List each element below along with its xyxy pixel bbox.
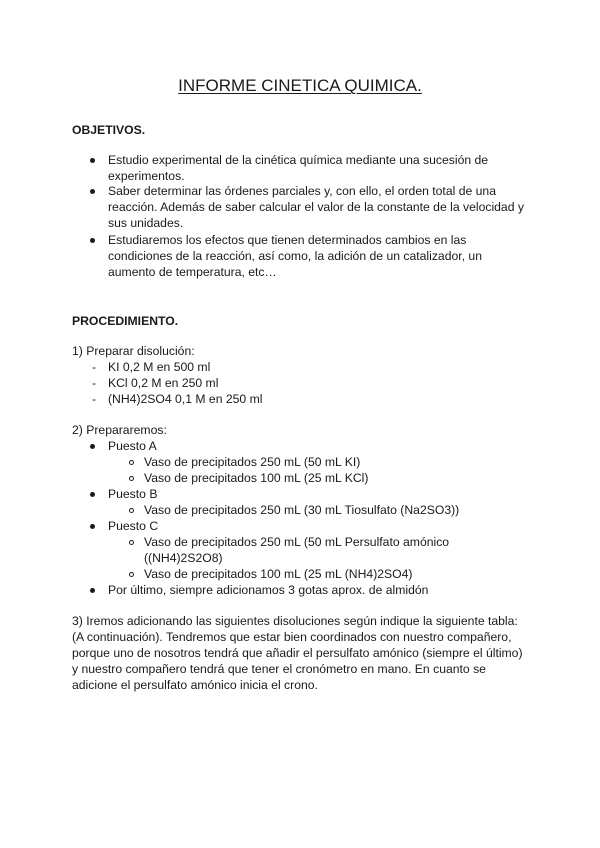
paragraph-line: 3) Iremos adicionando las siguientes disoluciones según indique la siguiente tabla: xyxy=(72,614,518,628)
step-3-paragraph xyxy=(72,613,532,693)
paragraph-line: (A continuación). Tendremos que estar bien coordinados con nuestro compañero, xyxy=(72,630,512,644)
paragraph-line: y nuestro compañero tendrá que tener el cronómetro en mano. En cuanto se xyxy=(72,662,486,676)
objetivos-heading: OBJETIVOS. xyxy=(72,123,146,137)
list-item: experimentos. xyxy=(108,169,185,183)
list-item: ((NH4)2S2O8) xyxy=(144,551,223,565)
list-item: Vaso de precipitados 250 mL (50 mL Persulfato amónico xyxy=(144,535,450,549)
circle-bullet-icon xyxy=(129,460,134,465)
circle-bullet-icon xyxy=(129,476,134,481)
dash-icon: - xyxy=(92,360,97,374)
page-title: INFORME CINETICA QUIMICA. xyxy=(178,76,422,95)
list-item: Por último, siempre adicionamos 3 gotas aprox. de almidón xyxy=(108,583,429,597)
bullet-icon xyxy=(90,524,95,529)
step-2-label: 2) Prepararemos: xyxy=(72,423,167,437)
procedimiento-heading: PROCEDIMIENTO. xyxy=(72,314,179,328)
list-item: KCl 0,2 M en 250 ml xyxy=(108,376,219,390)
list-item: Saber determinar las órdenes parciales y, con ello, el orden total de una xyxy=(108,184,496,198)
list-item: reacción. Además de saber calcular el valor de la constante de la velocidad y xyxy=(108,200,524,214)
list-item: Vaso de precipitados 100 mL (25 mL KCl) xyxy=(144,471,369,485)
bullet-icon xyxy=(90,588,95,593)
step-1-label: 1) Preparar disolución: xyxy=(72,344,195,358)
puesto-a-label: Puesto A xyxy=(108,439,157,453)
list-item: KI 0,2 M en 500 ml xyxy=(108,360,211,374)
bullet-icon xyxy=(90,492,95,497)
list-item: aumento de temperatura, etc… xyxy=(108,265,277,279)
list-item: condiciones de la reacción, así como, la adición de un catalizador, un xyxy=(108,249,482,263)
bullet-icon xyxy=(90,158,95,163)
list-item: Vaso de precipitados 250 mL (50 mL KI) xyxy=(144,455,361,469)
circle-bullet-icon xyxy=(129,508,134,513)
puesto-b-label: Puesto B xyxy=(108,487,158,501)
list-item: sus unidades. xyxy=(108,216,184,230)
paragraph-line: adicione el persulfato amónico inicia el crono. xyxy=(72,678,318,692)
paragraph-line: porque uno de nosotros tendrá que añadir el persulfato amónico (siempre el último) xyxy=(72,646,523,660)
bullet-icon xyxy=(90,444,95,449)
puesto-c-label: Puesto C xyxy=(108,519,159,533)
list-item: Vaso de precipitados 100 mL (25 mL (NH4)2SO4) xyxy=(144,567,413,581)
list-item: Vaso de precipitados 250 mL (30 mL Tiosulfato (Na2SO3)) xyxy=(144,503,460,517)
dash-icon: - xyxy=(92,392,97,406)
bullet-icon xyxy=(90,189,95,194)
list-item: Estudiaremos los efectos que tienen determinados cambios en las xyxy=(108,233,467,247)
list-item: (NH4)2SO4 0,1 M en 250 ml xyxy=(108,392,263,406)
list-item: Estudio experimental de la cinética química mediante una sucesión de xyxy=(108,153,489,167)
circle-bullet-icon xyxy=(129,572,134,577)
dash-icon: - xyxy=(92,376,97,390)
bullet-icon xyxy=(90,238,95,243)
circle-bullet-icon xyxy=(129,540,134,545)
